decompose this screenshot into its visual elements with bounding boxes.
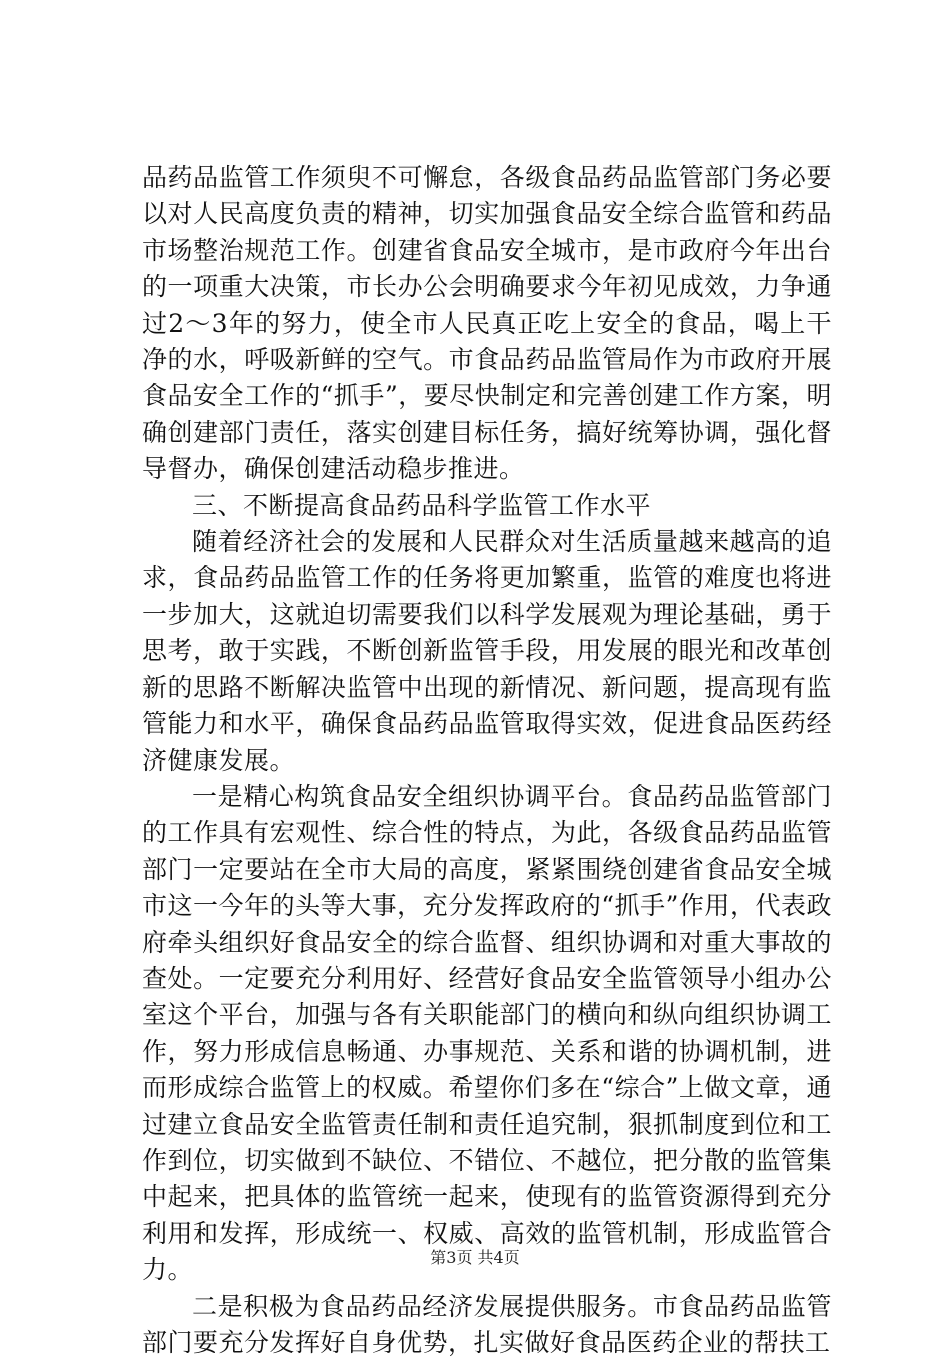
page-number-footer: 第3页 共4页 bbox=[430, 1248, 520, 1267]
paragraph: 一是精心构筑食品安全组织协调平台。食品药品监管部门的工作具有宏观性、综合性的特点，为此，各级食品药品监管部门一定要站在全市大局的高度，紧紧围绕创建省食品安全城市这一今年的头等大事，充分发挥政府的“抓手”作用，代表政府牵头组织好食品安全的综合监督、组织协调和对重大事故的查处。一定要充分利用好、经营好食品安全监管领导小组办公室这个平台，加强与各有关职能部门的横向和纵向组织协调工作，努力形成信息畅通、办事规范、关系和谐的协调机制，进而形成综合监管上的权威。希望你们多在“综合”上做文章，通过建立食品安全监管责任制和责任追究制，狠抓制度到位和工作到位，切实做到不缺位、不错位、不越位，把分散的监管集中起来，把具体的监管统一起来，使现有的监管资源得到充分利用和发挥，形成统一、权威、高效的监管机制，形成监管合力。 bbox=[142, 781, 832, 1285]
paragraph: 随着经济社会的发展和人民群众对生活质量越来越高的追求，食品药品监管工作的任务将更加繁重，监管的难度也将进一步加大，这就迫切需要我们以科学发展观为理论基础，勇于思考，敢于实践，不断创新监管手段，用发展的眼光和改革创新的思路不断解决监管中出现的新情况、新问题，提高现有监管能力和水平，确保食品药品监管取得实效，促进食品医药经济健康发展。 bbox=[142, 527, 832, 775]
section-heading: 三、不断提高食品药品科学监管工作水平 bbox=[192, 490, 652, 520]
document-body bbox=[142, 160, 832, 1361]
paragraph-continuation: 品药品监管工作须臾不可懈怠，各级食品药品监管部门务必要以对人民高度负责的精神，切实加强食品安全综合监管和药品市场整治规范工作。创建省食品安全城市，是市政府今年出台的一项重大决策，市长办公会明确要求今年初见成效，力争通过2～3年的努力，使全市人民真正吃上安全的食品，喝上干净的水，呼吸新鲜的空气。市食品药品监管局作为市政府开展食品安全工作的“抓手”，要尽快制定和完善创建工作方案，明确创建部门责任，落实创建目标任务，搞好统筹协调，强化督导督办，确保创建活动稳步推进。 bbox=[142, 163, 832, 484]
paragraph: 二是积极为食品药品经济发展提供服务。市食品药品监管部门要充分发挥好自身优势，扎实做好食品医药企业的帮扶工 bbox=[142, 1291, 832, 1357]
